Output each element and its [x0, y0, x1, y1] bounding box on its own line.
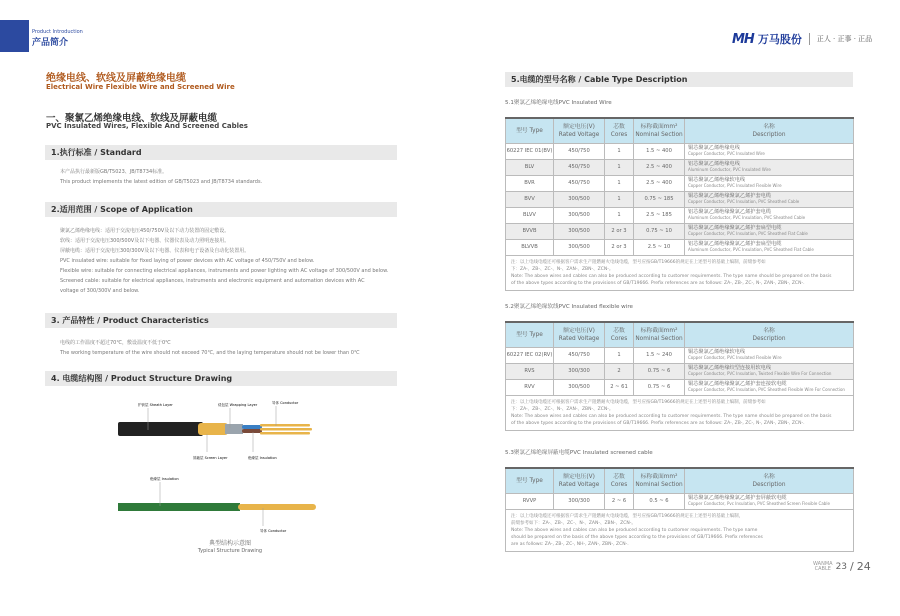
- subtitle-en: PVC Insulated Wires, Flexible And Screened Cables: [46, 122, 248, 130]
- text-line: Screened cable: suitable for electrical appliances, instruments and electronic equipment and automation devices with AC: [60, 278, 365, 284]
- page-number: [813, 560, 871, 573]
- header-cn: 标称截面mm²: [640, 327, 678, 334]
- scope-text: [60, 226, 388, 296]
- table-row: [506, 223, 854, 239]
- desc-en: Aluminum Conductor, PVC Insulation, PVC Sheathed Flat Cable: [688, 247, 814, 252]
- table-cell: BLVV: [506, 207, 554, 223]
- table-row: [506, 159, 854, 175]
- table-cell: 0.5 ~ 6: [634, 493, 685, 509]
- table-note: [506, 395, 854, 430]
- text-line: 屏蔽电缆：适用于交流电压300/300V及以下电器、仪表和电子设备及自动化装置用。: [60, 248, 250, 254]
- desc-cn: 铜芯聚氯乙烯绝缘聚氯乙烯护套屏蔽软电缆: [688, 495, 787, 501]
- header-en: Nominal Section: [635, 335, 683, 342]
- column-header: [554, 118, 605, 143]
- screened-cable-illustration: [118, 400, 312, 460]
- divider: [809, 33, 810, 45]
- note-line: are as follows: ZA-, ZB-, ZC-, NH-, ZAN-, ZBN-, ZCN-.: [511, 541, 629, 547]
- header-en: Nominal Section: [635, 481, 683, 488]
- table-row: [506, 379, 854, 395]
- text-line: The working temperature of the wire should not exceed 70℃, and the laying temperature should not be lower than 0℃: [60, 350, 360, 356]
- header-cn: 型号 Type: [516, 331, 543, 338]
- structure-drawing: [90, 390, 370, 560]
- text-line: Flexible wire: suitable for connecting electrical appliances, instruments and power lighting with AC voltage of 300/500V and below.: [60, 268, 389, 274]
- description-cell: [685, 143, 854, 159]
- column-header: [605, 118, 634, 143]
- table-cell: 300/500: [554, 379, 605, 395]
- label-conductor-2: 导体 Conductor: [260, 529, 287, 533]
- table-cell: 2.5 ~ 400: [634, 175, 685, 191]
- desc-en: Aluminum Conductor, PVC Insulated Wire: [688, 167, 771, 172]
- table-row: [506, 143, 854, 159]
- column-header: [506, 322, 554, 347]
- label-screen: 屏蔽层 Screen Layer: [193, 456, 228, 460]
- header-cn: 额定电压(V): [563, 473, 595, 480]
- standard-text: [60, 167, 262, 187]
- note-line: 下：ZA-、ZB-、ZC-、N-、ZAN-、ZBN-、ZCN-。: [511, 266, 614, 272]
- table-cell: 60227 IEC 01(BV): [506, 143, 554, 159]
- slogan: 正人 · 正事 · 正品: [816, 35, 873, 43]
- header-en: Cores: [610, 335, 628, 342]
- desc-en: Copper Conductor, PVC Insulation, PVC Sheathed Cable: [688, 199, 800, 204]
- desc-en: Copper Conductor, PVC Insulated Flexible Wire: [688, 355, 782, 360]
- heading-scope: 2.适用范围 / Scope of Application: [45, 202, 397, 217]
- table-cell: BVR: [506, 175, 554, 191]
- logo-name: 万马股份: [757, 33, 802, 46]
- header-cn: 额定电压(V): [563, 327, 595, 334]
- header-en: Rated Voltage: [558, 131, 600, 138]
- label-insulation-2: 绝缘层 Insulation: [150, 477, 179, 481]
- heading-characteristics: 3. 产品特性 / Product Characteristics: [45, 313, 397, 328]
- page-title-en: Electrical Wire Flexible Wire and Screened Wire: [46, 83, 235, 91]
- desc-cn: 铝芯聚氯乙烯绝缘聚氯乙烯护套电缆: [688, 209, 772, 215]
- description-cell: [685, 223, 854, 239]
- table-cell: 450/750: [554, 159, 605, 175]
- text-line: 电线的工作温度不超过70℃，敷设温度不低于0℃: [60, 340, 171, 346]
- table-cell: BLV: [506, 159, 554, 175]
- text-line: PVC insulated wire: suitable for fixed laying of power devices with AC voltage of 450/750V and below.: [60, 258, 315, 264]
- header-cn: 型号 Type: [516, 127, 543, 134]
- page-slash: /: [850, 560, 854, 573]
- table-label: 5.3聚氯乙烯绝缘屏蔽电缆PVC Insulated screened cable: [505, 450, 653, 456]
- cable-table: [505, 467, 854, 552]
- header-en: Description: [752, 131, 786, 138]
- note-line: 注：以上电线电缆还可根据客户需求生产阻燃耐火电线电缆，型号应按GB/T19666的规定在上述型号的基础上编制，前缀参考如: [511, 399, 766, 405]
- description-cell: [685, 175, 854, 191]
- header-en: Cores: [610, 131, 628, 138]
- header-en: Cores: [610, 481, 628, 488]
- single-wire-illustration: [118, 476, 316, 533]
- table-label: 5.2聚氯乙烯绝缘软线PVC Insulated flexible wire: [505, 304, 633, 310]
- heading-standard: 1.执行标准 / Standard: [45, 145, 397, 160]
- logo-mark: MH: [732, 31, 754, 47]
- label-insulation: 绝缘层 Insulation: [248, 456, 277, 460]
- table-row: [506, 175, 854, 191]
- desc-en: Copper Conductor, PVC Insulation, PVC Sheathed Flexible Wire For Connection: [688, 387, 845, 392]
- section-label-cn: 产品简介: [32, 38, 69, 48]
- page-total: 24: [856, 560, 871, 573]
- desc-cn: 铜芯聚氯乙烯绝缘聚氯乙烯护套电缆: [688, 193, 772, 199]
- table-cell: 1: [605, 191, 634, 207]
- note-line: 注：以上电线电缆还可根据客户需求生产阻燃耐火电线电缆，型号应按GB/T19666的规定在上述型号的基础上编制，前缀参考如: [511, 259, 766, 265]
- text-line: This product implements the latest edition of GB/T5023 and JB/T8734 standards.: [60, 179, 263, 185]
- note-line: 下：ZA-、ZB-、ZC-、N-、ZAN-、ZBN-、ZCN-。: [511, 406, 614, 412]
- table-cell: 2.5 ~ 10: [634, 239, 685, 255]
- table-cell: 1.5 ~ 240: [634, 347, 685, 363]
- header-cn: 标称截面mm²: [640, 123, 678, 130]
- header-en: Description: [752, 481, 786, 488]
- header-en: Rated Voltage: [558, 481, 600, 488]
- table-cell: BVVB: [506, 223, 554, 239]
- description-cell: [685, 493, 854, 509]
- desc-cn: 铜芯聚氯乙烯绝缘聚氯乙烯护套扁型电缆: [688, 225, 782, 231]
- heading-structure: 4. 电缆结构图 / Product Structure Drawing: [45, 371, 397, 386]
- description-cell: [685, 347, 854, 363]
- desc-en: Aluminum Conductor, PVC Insulation, PVC Sheathed Cable: [688, 215, 806, 220]
- table-cell: 60227 IEC 02(RV): [506, 347, 554, 363]
- table-cell: 450/750: [554, 347, 605, 363]
- header-en: Nominal Section: [635, 131, 683, 138]
- table-cell: 300/300: [554, 363, 605, 379]
- caption-cn: 典型结构示意图: [208, 540, 252, 547]
- column-header: [634, 468, 685, 493]
- text-line: 本产品执行最新版GB/T5023、JB/T8734标准。: [60, 169, 168, 175]
- header-cn: 芯数: [613, 473, 625, 480]
- brand-line: WANMA: [813, 560, 833, 567]
- table-cell: 2: [605, 363, 634, 379]
- text-line: voltage of 300/300V and below.: [60, 288, 140, 294]
- header-cn: 名称: [763, 327, 775, 334]
- note-line: 注：以上电线电缆还可根据客户需求生产阻燃耐火电线电缆，型号应按GB/T19666的规定在上述型号的基础上编制，: [511, 513, 744, 519]
- brand-line: CABLE: [814, 565, 831, 572]
- note-line: of the above types according to the provisions of GB/T19666. Prefix references are as follows: ZA-, ZB-, ZC-, N-, ZAN-, ZBN-, ZCN-.: [511, 420, 805, 426]
- section-label-en: Product Introduction: [32, 29, 83, 35]
- subtitle-cn: 一、聚氯乙烯绝缘电线、软线及屏蔽电缆: [46, 113, 218, 124]
- header-cn: 标称截面mm²: [640, 473, 678, 480]
- column-header: [634, 322, 685, 347]
- section-marker: [0, 20, 29, 52]
- table-cell: 2 or 3: [605, 239, 634, 255]
- table-cell: RVS: [506, 363, 554, 379]
- column-header: [634, 118, 685, 143]
- desc-en: Copper Conductor, PVC Insulation, Twisted Flexible Wire For Connection: [688, 371, 832, 376]
- column-header: [605, 468, 634, 493]
- caption-en: Typical Structure Drawing: [197, 548, 263, 554]
- column-header: [506, 468, 554, 493]
- note-line: Note: The above wires and cables can also be produced according to customer requirements. The type name should be prepared on the basis: [511, 273, 832, 279]
- column-header: [554, 322, 605, 347]
- table-row: [506, 493, 854, 509]
- desc-en: Copper Conductor, PVC Insulated Flexible Wire: [688, 183, 782, 188]
- table-cell: 300/500: [554, 239, 605, 255]
- company-logo: [732, 31, 872, 47]
- cable-table: [505, 117, 854, 291]
- table-row: [506, 347, 854, 363]
- table-cell: 0.75 ~ 6: [634, 379, 685, 395]
- table-cell: 1: [605, 175, 634, 191]
- table-cell: 2 ~ 61: [605, 379, 634, 395]
- header-cn: 名称: [763, 473, 775, 480]
- description-cell: [685, 159, 854, 175]
- page-current: 23: [835, 561, 848, 572]
- cable-table: [505, 321, 854, 431]
- note-line: should be prepared on the basis of the above types according to the provisions of GB/T19666. Prefix references: [511, 534, 763, 540]
- table-cell: BLVVB: [506, 239, 554, 255]
- note-line: 前缀参考如下：ZA-、ZB-、ZC-、N-、ZAN-、ZBN-、ZCN-。: [511, 520, 636, 526]
- desc-cn: 铜芯聚氯乙烯绝缘软电线: [688, 349, 746, 355]
- desc-cn: 铜芯聚氯乙烯绝缘绞型连接用软电线: [688, 365, 772, 371]
- column-header: [506, 118, 554, 143]
- note-line: Note: The above wires and cables can also be produced according to customer requirements. The type name: [511, 527, 758, 533]
- table-cell: BVV: [506, 191, 554, 207]
- footer-brand: [813, 562, 833, 572]
- note-line: of the above types according to the provisions of GB/T19666. Prefix references are as follows: ZA-, ZB-, ZC-, N-, ZAN-, ZBN-, ZCN-.: [511, 280, 805, 286]
- description-cell: [685, 379, 854, 395]
- table-cell: 2.5 ~ 400: [634, 159, 685, 175]
- characteristics-text: [60, 338, 360, 358]
- table-cell: 1: [605, 143, 634, 159]
- column-header: [685, 468, 854, 493]
- table-row: [506, 207, 854, 223]
- header-cn: 名称: [763, 123, 775, 130]
- table-cell: RVVP: [506, 493, 554, 509]
- header-cn: 芯数: [613, 123, 625, 130]
- table-cell: 0.75 ~ 185: [634, 191, 685, 207]
- description-cell: [685, 207, 854, 223]
- page-title-cn: 绝缘电线、软线及屏蔽绝缘电缆: [46, 73, 186, 84]
- table-note: [506, 509, 854, 551]
- label-wrapping: 绕包层 Wrapping Layer: [218, 403, 258, 407]
- note-line: Note: The above wires and cables can also be produced according to customer requirements. The type name should be prepared on the basis: [511, 413, 832, 419]
- table-cell: RVV: [506, 379, 554, 395]
- table-cell: 1: [605, 159, 634, 175]
- table-row: [506, 191, 854, 207]
- desc-en: Copper Conductor, Pvc Insulation, PVC Sheathed Screen Flexible Cable: [688, 501, 830, 506]
- table-row: [506, 363, 854, 379]
- column-header: [554, 468, 605, 493]
- table-cell: 300/300: [554, 493, 605, 509]
- table-label: 5.1聚氯乙烯绝缘电线PVC Insulated Wire: [505, 100, 612, 106]
- table-cell: 2 ~ 6: [605, 493, 634, 509]
- desc-cn: 铝芯聚氯乙烯绝缘电线: [688, 161, 740, 167]
- table-cell: 2.5 ~ 185: [634, 207, 685, 223]
- table-note: [506, 255, 854, 290]
- column-header: [605, 322, 634, 347]
- table-cell: 2 or 3: [605, 223, 634, 239]
- table-cell: 300/500: [554, 223, 605, 239]
- description-cell: [685, 239, 854, 255]
- desc-cn: 铜芯聚氯乙烯绝缘电线: [688, 145, 740, 151]
- header-en: Rated Voltage: [558, 335, 600, 342]
- table-cell: 0.75 ~ 6: [634, 363, 685, 379]
- table-row: [506, 239, 854, 255]
- label-sheath: 护套层 Sheath Layer: [138, 403, 173, 407]
- description-cell: [685, 191, 854, 207]
- table-cell: 0.75 ~ 10: [634, 223, 685, 239]
- desc-cn: 铜芯聚氯乙烯绝缘聚氯乙烯护套连接软电缆: [688, 381, 787, 387]
- desc-en: Copper Conductor, PVC Insulated Wire: [688, 151, 765, 156]
- header-cn: 型号 Type: [516, 477, 543, 484]
- table-cell: 450/750: [554, 175, 605, 191]
- header-cn: 额定电压(V): [563, 123, 595, 130]
- heading-cable-type: 5.电缆的型号名称 / Cable Type Description: [505, 72, 853, 87]
- table-cell: 1: [605, 207, 634, 223]
- column-header: [685, 118, 854, 143]
- label-conductor: 导体 Conductor: [272, 401, 299, 405]
- column-header: [685, 322, 854, 347]
- desc-en: Copper Conductor, PVC Insulation, PVC Sheathed Flat Cable: [688, 231, 808, 236]
- text-line: 软线：适用于交流电压300/500V及以下电器、仪器仪表及动力照明连接用。: [60, 238, 230, 244]
- table-cell: 300/500: [554, 191, 605, 207]
- header-en: Description: [752, 335, 786, 342]
- table-cell: 1: [605, 347, 634, 363]
- description-cell: [685, 363, 854, 379]
- table-cell: 300/500: [554, 207, 605, 223]
- desc-cn: 铝芯聚氯乙烯绝缘聚氯乙烯护套扁型电缆: [688, 241, 782, 247]
- header-cn: 芯数: [613, 327, 625, 334]
- desc-cn: 铜芯聚氯乙烯绝缘软电线: [688, 177, 746, 183]
- table-cell: 1.5 ~ 400: [634, 143, 685, 159]
- table-cell: 450/750: [554, 143, 605, 159]
- text-line: 聚氯乙烯绝缘电线：适用于交流电压450/750V及以下动力装置的固定敷设。: [60, 228, 230, 234]
